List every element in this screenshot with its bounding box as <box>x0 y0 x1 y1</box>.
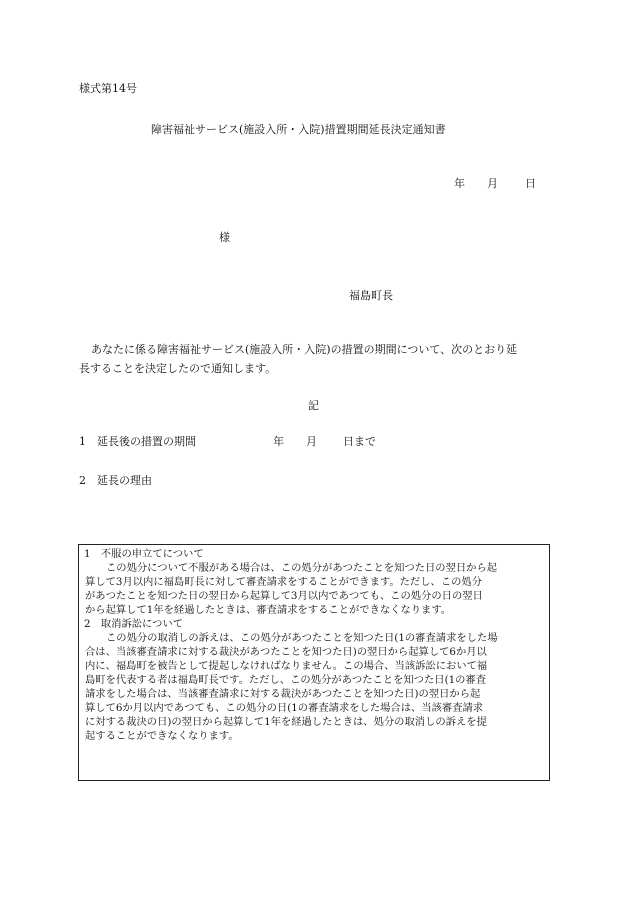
date-month-label: 月 <box>487 177 498 190</box>
notice-line: この処分について不服がある場合は、この処分があつたことを知つた日の翌日から起 <box>106 562 498 574</box>
notice-line: から起算して1年を経過したときは、審査請求をすることができなくなります。 <box>85 604 452 616</box>
notice-line: に対する裁決の日)の翌日から起算して1年を経過したときは、処分の取消しの訴えを提 <box>85 716 487 728</box>
notice-heading-objection: 1 不服の申立てについて <box>84 548 204 560</box>
form-number: 様式第14号 <box>79 82 137 95</box>
notice-line: があつたことを知つた日の翌日から起算して3月以内であつても、この処分の日の翌日 <box>85 590 483 602</box>
date-day-label: 日 <box>525 177 536 190</box>
appeal-notice-box <box>78 544 550 781</box>
notice-heading-revocation-suit: 2 取消訴訟について <box>84 618 184 630</box>
recipient-honorific: 様 <box>219 231 230 244</box>
item-1-month-label: 月 <box>306 435 317 448</box>
issuer-name: 福島町長 <box>349 289 393 302</box>
notice-line: 算して3月以内に福島町長に対して審査請求をすることができます。ただし、この処分 <box>85 576 483 588</box>
body-text-line-1: あなたに係る障害福祉サービス(施設入所・入院)の措置の期間について、次のとおり延 <box>91 343 518 356</box>
notice-line: 起することができなくなります。 <box>85 730 239 742</box>
notice-line: 算して6か月以内であつても、この処分の日(1の審査請求をした場合は、当該審査請求 <box>85 702 484 714</box>
notice-line: 島町を代表する者は福島町長です。ただし、この処分があつたことを知つた日(1の審査 <box>85 674 487 686</box>
item-1-year-label: 年 <box>273 435 284 448</box>
item-1-until-label: 日まで <box>343 435 376 448</box>
notice-line: この処分の取消しの訴えは、この処分があつたことを知つた日(1の審査請求をした場 <box>106 632 498 644</box>
document-title: 障害福祉サービス(施設入所・入院)措置期間延長決定通知書 <box>151 123 446 136</box>
item-1-label: 1 延長後の措置の期間 <box>79 435 196 448</box>
date-year-label: 年 <box>454 177 465 190</box>
notice-line: 合は、当該審査請求に対する裁決があつたことを知つた日)の翌日から起算して6か月以 <box>85 646 487 658</box>
item-2-label: 2 延長の理由 <box>79 474 152 487</box>
body-text-line-2: 長することを決定したので通知します。 <box>79 362 277 375</box>
notice-line: 請求をした場合は、当該審査請求に対する裁決があつたことを知つた日)の翌日から起 <box>85 688 481 700</box>
ki-marker: 記 <box>308 399 319 412</box>
notice-line: 内に、福島町を被告として提起しなければなりません。この場合、当該訴訟において福 <box>85 660 488 672</box>
